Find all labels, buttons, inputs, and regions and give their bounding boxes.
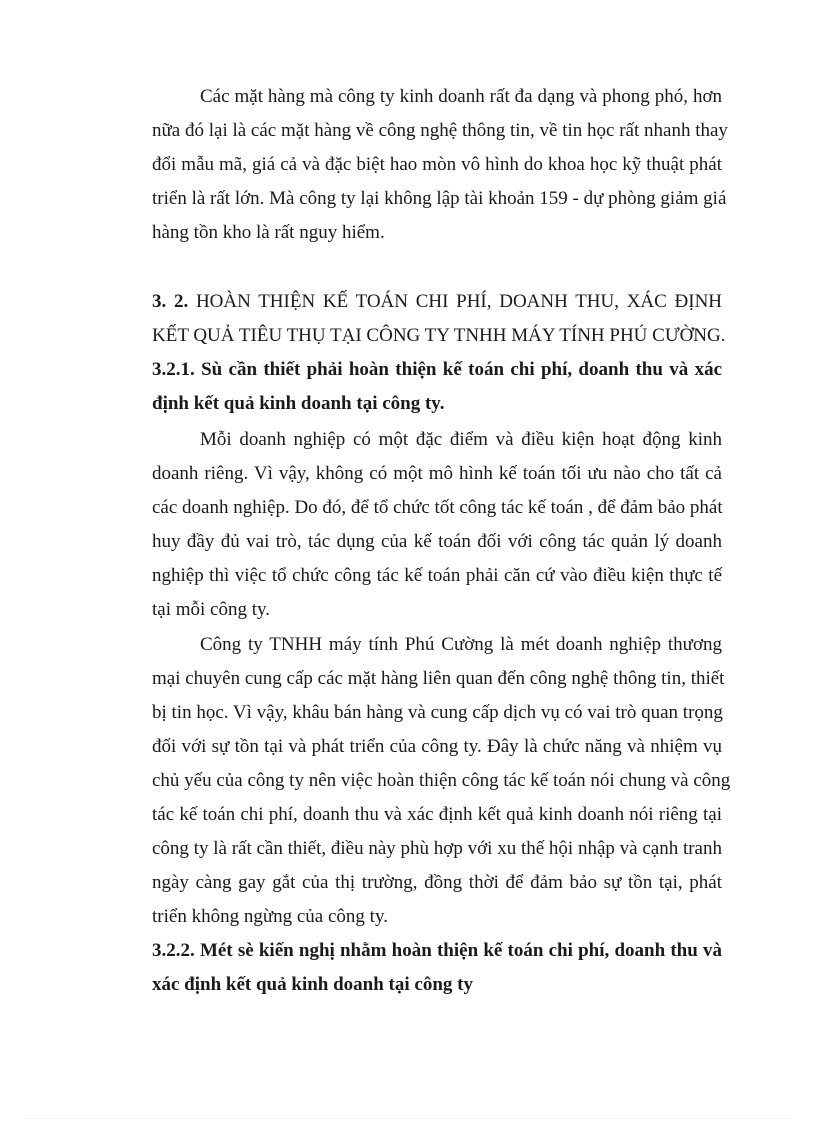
paragraph-2-line-3: các doanh nghiệp. Do đó, để tổ chức tốt công tác kế toán , để đảm bảo phát <box>152 497 723 518</box>
section-3-2-title-part-1: HOÀN THIỆN KẾ TOÁN CHI PHÍ, DOANH THU, XÁC ĐỊNH <box>195 291 723 312</box>
paragraph-1-line-4: triển là rất lớn. Mà công ty lại không lập tài khoản 159 - dự phòng giảm giá <box>152 188 727 209</box>
paragraph-3-line-5: chủ yếu của công ty nên việc hoàn thiện công tác kế toán nói chung và công <box>152 770 731 791</box>
paragraph-3-line-7: công ty là rất cần thiết, điều này phù hợp với xu thế hội nhập và cạnh tranh <box>152 838 722 859</box>
paragraph-2-line-5: nghiệp thì việc tổ chức công tác kế toán phải căn cứ vào điều kiện thực tế <box>152 565 722 586</box>
paragraph-2-line-6: tại mỗi công ty. <box>152 599 271 620</box>
paragraph-1-line-2: nữa đó lại là các mặt hàng về công nghệ thông tin, về tin học rất nhanh thay <box>152 120 728 141</box>
paragraph-3-line-1: Công ty TNHH máy tính Phú Cường là mét doanh nghiệp thương <box>200 634 722 655</box>
section-3-2-number: 3. 2. <box>152 291 189 312</box>
section-3-2-heading-line-1 <box>152 290 722 314</box>
paragraph-2-line-2: doanh riêng. Vì vậy, không có một mô hình kế toán tối ưu nào cho tất cả <box>152 463 722 484</box>
paragraph-1-line-5: hàng tồn kho là rất nguy hiểm. <box>152 222 385 243</box>
paragraph-1-line-3: đổi mẫu mã, giá cả và đặc biệt hao mòn vô hình do khoa học kỹ thuật phát <box>152 154 722 175</box>
section-3-2-2-heading-line-2: xác định kết quả kinh doanh tại công ty <box>152 974 473 995</box>
paragraph-2-line-4: huy đầy đủ vai trò, tác dụng của kế toán đối với công tác quản lý doanh <box>152 531 722 552</box>
paragraph-2-line-1: Mỗi doanh nghiệp có một đặc điểm và điều kiện hoạt động kinh <box>200 429 722 450</box>
paragraph-3-line-9: triển không ngừng của công ty. <box>152 906 388 927</box>
section-3-2-2-heading-line-1: 3.2.2. Mét sè kiến nghị nhằm hoàn thiện kế toán chi phí, doanh thu và <box>152 940 722 961</box>
section-3-2-1-heading-line-1: 3.2.1. Sù cần thiết phải hoàn thiện kế toán chi phí, doanh thu và xác <box>152 359 722 380</box>
section-3-2-1-heading-line-2: định kết quả kinh doanh tại công ty. <box>152 393 445 414</box>
paragraph-3-line-8: ngày càng gay gắt của thị trường, đồng thời để đảm bảo sự tồn tại, phát <box>152 872 722 893</box>
paragraph-1-line-1: Các mặt hàng mà công ty kinh doanh rất đa dạng và phong phó, hơn <box>200 86 722 107</box>
section-3-2-heading-line-2: KẾT QUẢ TIÊU THỤ TẠI CÔNG TY TNHH MÁY TÍNH PHÚ CƯỜNG. <box>152 325 726 346</box>
paragraph-3-line-6: tác kế toán chi phí, doanh thu và xác định kết quả kinh doanh nói riêng tại <box>152 804 722 825</box>
page-bottom-edge <box>24 1118 792 1119</box>
paragraph-3-line-4: đối với sự tồn tại và phát triển của công ty. Đây là chức năng và nhiệm vụ <box>152 736 722 757</box>
paragraph-3-line-2: mại chuyên cung cấp các mặt hàng liên quan đến công nghệ thông tin, thiết <box>152 668 725 689</box>
paragraph-3-line-3: bị tin học. Vì vậy, khâu bán hàng và cung cấp dịch vụ có vai trò quan trọng <box>152 702 723 723</box>
